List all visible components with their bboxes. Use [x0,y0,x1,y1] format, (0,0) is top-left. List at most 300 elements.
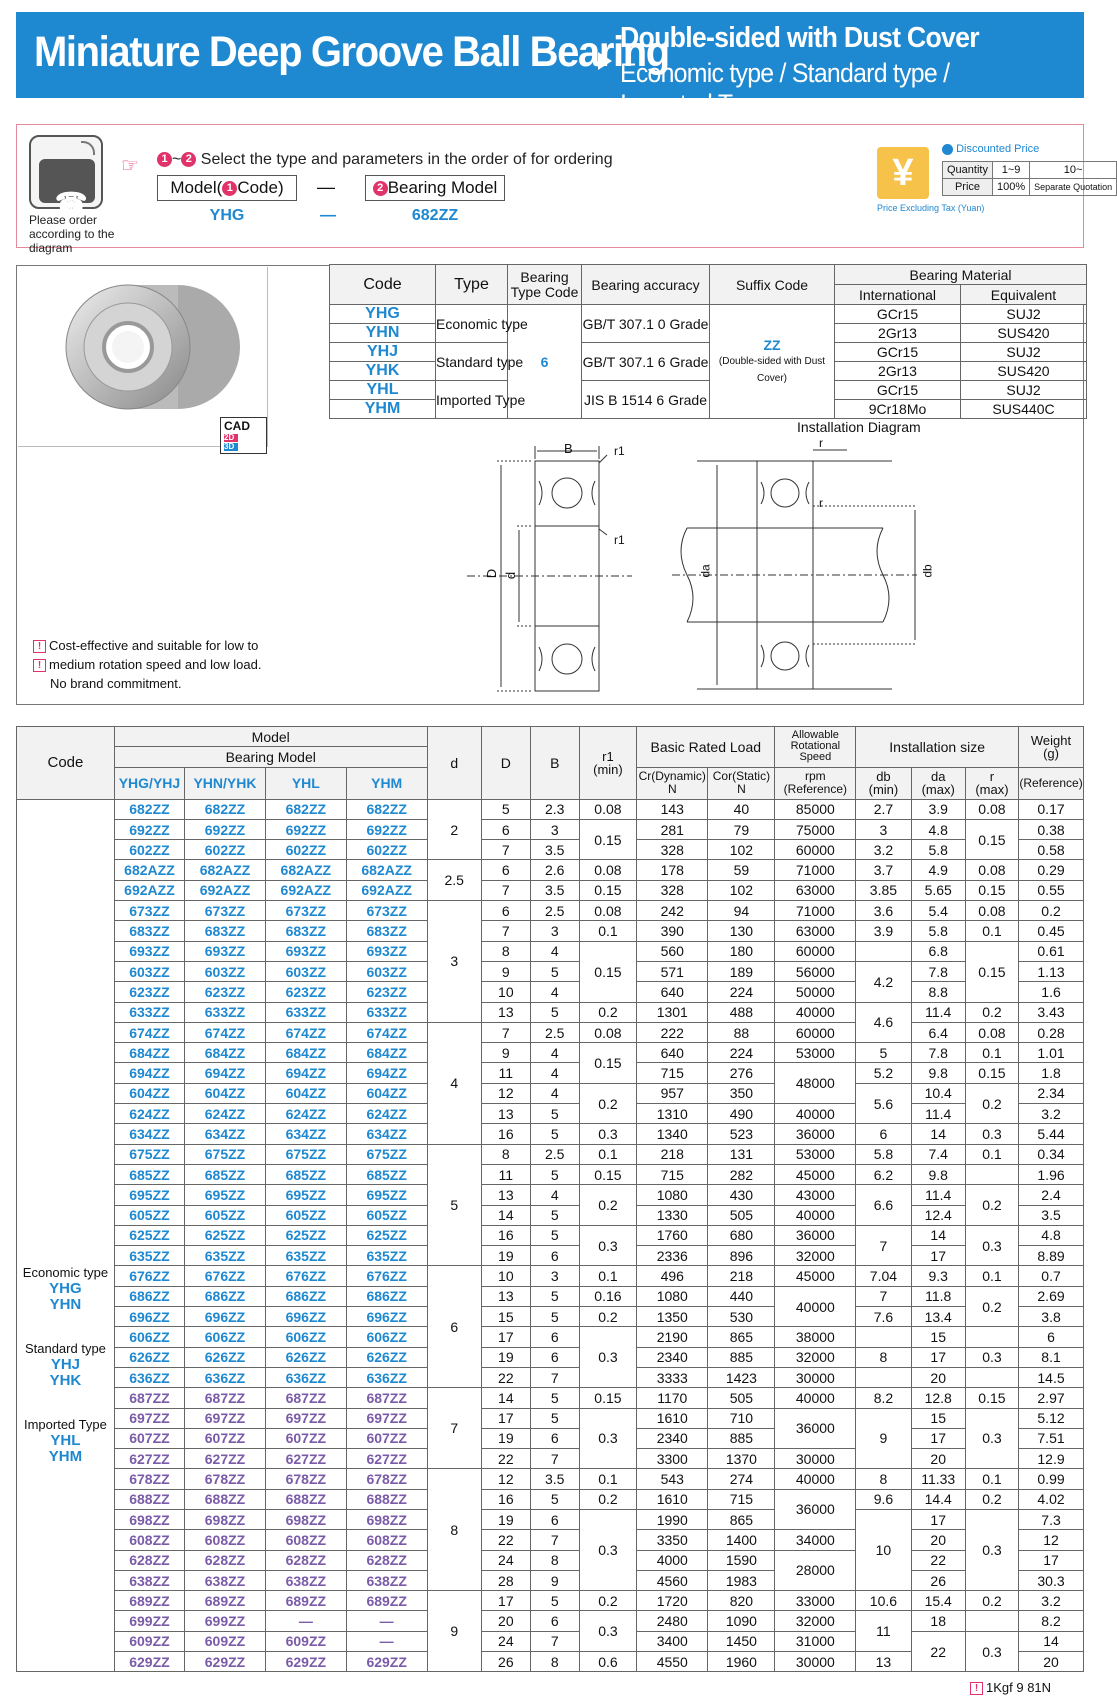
da-cell: 18 [911,1611,965,1631]
model-cell: 694ZZ [114,1063,184,1083]
da-cell: 11.4 [911,1104,965,1124]
model-cell: 682AZZ [346,860,427,880]
width-cell: 4 [530,941,579,961]
da-cell: 17 [911,1428,965,1448]
model-cell: 627ZZ [265,1449,346,1469]
tax-note: Price Excluding Tax (Yuan) [877,203,985,213]
weight-cell: 14.5 [1019,1367,1084,1387]
table-row [17,1124,1084,1144]
table-row [17,1185,1084,1205]
r1-cell: 0.08 [579,799,636,819]
cr-cell: 2336 [637,1246,708,1266]
spec-panel [16,265,1084,705]
speed-cell: 36000 [775,1225,856,1245]
speed-cell: 40000 [775,1388,856,1408]
width-cell: 6 [530,1347,579,1367]
d-cell: 3 [427,901,481,1023]
model-cell: 607ZZ [114,1428,184,1448]
model-cell: 605ZZ [114,1205,184,1225]
label-da: da [698,564,713,578]
speed-cell: 31000 [775,1631,856,1651]
cr-cell: 4550 [637,1652,708,1672]
cor-cell: 224 [708,1043,775,1063]
model-cell: 684ZZ [346,1043,427,1063]
spec-equiv: SUJ2 [961,381,1087,400]
table-row [17,1550,1084,1570]
r-cell: 0.08 [965,1022,1018,1042]
model-cell: 692ZZ [265,819,346,839]
db-cell: 10.6 [856,1591,911,1611]
outer-diameter-cell: 16 [481,1124,530,1144]
da-cell: 11.4 [911,1002,965,1022]
model-cell: 625ZZ [114,1225,184,1245]
cr-cell: 242 [637,901,708,921]
spec-equiv: SUS420 [961,362,1087,381]
model-cell: 608ZZ [114,1530,184,1550]
outer-diameter-cell: 15 [481,1307,530,1327]
speed-cell: 28000 [775,1550,856,1591]
width-cell: 8 [530,1652,579,1672]
col-installation: Installation size [856,727,1019,768]
model-cell: 699ZZ [114,1611,184,1631]
model-cell: 604ZZ [114,1083,184,1103]
outer-diameter-cell: 11 [481,1164,530,1184]
model-cell: 607ZZ [185,1428,266,1448]
installation-title: Installation Diagram [797,419,921,435]
cr-cell: 1350 [637,1307,708,1327]
model-cell: 633ZZ [185,1002,266,1022]
page-title: Miniature Deep Groove Ball Bearing [34,28,669,76]
cor-cell: 40 [708,799,775,819]
da-cell: 10.4 [911,1083,965,1103]
table-row [17,1347,1084,1367]
model-cell: 603ZZ [265,961,346,981]
r1-cell: 0.1 [579,1266,636,1286]
label-B: B [564,441,573,456]
r-cell: 0.15 [965,941,1018,1002]
weight-cell: 2.69 [1019,1286,1084,1306]
da-cell: 4.8 [911,819,965,839]
r1-cell: 0.1 [579,1144,636,1164]
label-r1-top: r1 [614,444,625,458]
model-cell: 638ZZ [265,1570,346,1590]
model-cell: 692AZZ [114,880,184,900]
model-cell: 685ZZ [114,1164,184,1184]
col-type: Type [436,265,508,305]
table-row [17,941,1084,961]
weight-cell: 8.2 [1019,1611,1084,1631]
model-cell: 638ZZ [185,1570,266,1590]
model-cell: 693ZZ [114,941,184,961]
model-cell: 685ZZ [346,1164,427,1184]
speed-cell: 85000 [775,799,856,819]
r-cell [965,1367,1018,1387]
r-cell: 0.3 [965,1225,1018,1266]
model-cell: 696ZZ [185,1307,266,1327]
r1-cell: 0.3 [579,1327,636,1388]
cor-cell: 488 [708,1002,775,1022]
arrow-right-icon [598,52,612,70]
speed-cell: 40000 [775,1469,856,1489]
weight-cell: 1.8 [1019,1063,1084,1083]
db-cell: 7 [856,1286,911,1306]
outer-diameter-cell: 19 [481,1428,530,1448]
width-cell: 5 [530,1286,579,1306]
page-subtitle-types: Economic type / Standard type / Imported Type [620,58,950,119]
cor-cell: 102 [708,840,775,860]
model-cell: 608ZZ [185,1530,266,1550]
model-cell: 697ZZ [114,1408,184,1428]
r-cell: 0.2 [965,1591,1018,1611]
cr-cell: 1170 [637,1388,708,1408]
model-cell: 636ZZ [114,1367,184,1387]
width-cell: 4 [530,982,579,1002]
d-cell: 4 [427,1022,481,1144]
model-cell: 698ZZ [114,1509,184,1529]
model-cell: 689ZZ [185,1591,266,1611]
table-row [17,1631,1084,1651]
da-cell: 7.4 [911,1144,965,1164]
weight-cell: 8.89 [1019,1246,1084,1266]
bearing-photo [18,267,268,451]
table-row [17,1367,1084,1387]
width-cell: 2.5 [530,1144,579,1164]
speed-cell: 40000 [775,1104,856,1124]
weight-cell: 12.9 [1019,1449,1084,1469]
model-cell: 603ZZ [185,961,266,981]
cr-cell: 1610 [637,1489,708,1509]
cr-cell: 640 [637,982,708,1002]
weight-cell: 6 [1019,1327,1084,1347]
outer-diameter-cell: 24 [481,1550,530,1570]
da-cell: 11.33 [911,1469,965,1489]
da-cell: 6.4 [911,1022,965,1042]
weight-cell: 0.58 [1019,840,1084,860]
col-code: Code [17,727,115,800]
model-cell: 606ZZ [114,1327,184,1347]
r1-cell: 0.08 [579,1022,636,1042]
cor-cell: 1090 [708,1611,775,1631]
r1-cell: 0.3 [579,1509,636,1590]
model-cell: 696ZZ [114,1307,184,1327]
model-cell: 684ZZ [265,1043,346,1063]
cr-cell: 1610 [637,1408,708,1428]
weight-cell: 3.43 [1019,1002,1084,1022]
cor-cell: 820 [708,1591,775,1611]
outer-diameter-cell: 12 [481,1469,530,1489]
da-cell: 22 [911,1631,965,1672]
model-cell: 604ZZ [346,1083,427,1103]
width-cell: 5 [530,1408,579,1428]
col-yhl: YHL [265,767,346,799]
r-cell: 0.15 [965,1388,1018,1408]
model-cell: 607ZZ [346,1428,427,1448]
model-cell: 626ZZ [185,1347,266,1367]
table-row [17,860,1084,880]
cor-cell: 88 [708,1022,775,1042]
da-cell: 5.8 [911,840,965,860]
weight-cell: 3.8 [1019,1307,1084,1327]
db-cell: 11 [856,1611,911,1652]
width-cell: 6 [530,1611,579,1631]
width-cell: 2.5 [530,901,579,921]
model-cell: 676ZZ [346,1266,427,1286]
model-cell: 687ZZ [185,1388,266,1408]
r1-cell: 0.3 [579,1408,636,1469]
model-cell: — [346,1631,427,1651]
model-cell: 685ZZ [265,1164,346,1184]
cr-cell: 1080 [637,1286,708,1306]
model-cell: 695ZZ [346,1185,427,1205]
cad-badge[interactable]: CAD 2D 3D [220,417,267,454]
r-cell [965,1611,1018,1631]
cor-cell: 189 [708,961,775,981]
da-cell: 15 [911,1408,965,1428]
outer-diameter-cell: 5 [481,799,530,819]
col-B: B [530,727,579,800]
width-cell: 3.5 [530,840,579,860]
d-cell: 9 [427,1591,481,1672]
cr-cell: 2190 [637,1327,708,1347]
r1-cell: 0.08 [579,860,636,880]
width-cell: 5 [530,1307,579,1327]
model-cell: 683ZZ [265,921,346,941]
cor-cell: 79 [708,819,775,839]
pointing-hand-icon: ☞ [121,155,139,177]
model-cell: 682ZZ [114,799,184,819]
r-cell: 0.15 [965,880,1018,900]
model-cell: 687ZZ [346,1388,427,1408]
da-cell: 4.9 [911,860,965,880]
spec-suffix: ZZ (Double-sided with Dust Cover) [710,305,835,419]
spec-equiv: SUJ2 [961,305,1087,324]
r-cell: 0.1 [965,1266,1018,1286]
model-cell: 673ZZ [265,901,346,921]
phone-24h-icon: ☎ [29,135,103,209]
db-cell: 8 [856,1347,911,1367]
width-cell: 4 [530,1185,579,1205]
col-D: D [481,727,530,800]
outer-diameter-cell: 7 [481,880,530,900]
weight-cell: 0.99 [1019,1469,1084,1489]
col-suffix: Suffix Code [710,265,835,305]
model-cell: 627ZZ [114,1449,184,1469]
cr-cell: 390 [637,921,708,941]
model-cell: 633ZZ [265,1002,346,1022]
weight-cell: 1.13 [1019,961,1084,981]
model-cell: 626ZZ [114,1347,184,1367]
cor-cell: 865 [708,1327,775,1347]
spec-type-code: 6 [508,305,582,419]
ordering-panel [16,124,1113,255]
da-cell: 17 [911,1509,965,1529]
da-cell: 9.8 [911,1063,965,1083]
table-row [17,1428,1084,1448]
db-cell: 5.6 [856,1083,911,1124]
model-cell: 634ZZ [185,1124,266,1144]
cor-cell: 130 [708,921,775,941]
model-cell: 693ZZ [185,941,266,961]
db-cell: 13 [856,1652,911,1672]
outer-diameter-cell: 22 [481,1449,530,1469]
r1-cell: 0.15 [579,880,636,900]
outer-diameter-cell: 16 [481,1489,530,1509]
width-cell: 5 [530,1124,579,1144]
weight-cell: 17 [1019,1550,1084,1570]
weight-cell: 0.61 [1019,941,1084,961]
model-cell: 625ZZ [265,1225,346,1245]
spec-type: Standard type [436,343,508,381]
model-cell: 605ZZ [265,1205,346,1225]
weight-cell: 0.55 [1019,880,1084,900]
model-cell: 673ZZ [346,901,427,921]
da-cell: 7.8 [911,1043,965,1063]
model-cell: 624ZZ [265,1104,346,1124]
speed-cell: 75000 [775,819,856,839]
table-row [17,1286,1084,1306]
speed-cell: 56000 [775,961,856,981]
order-note: Please order according to the diagram [29,213,115,255]
r-cell: 0.15 [965,1063,1018,1083]
speed-cell: 50000 [775,982,856,1002]
cor-cell: 59 [708,860,775,880]
cr-cell: 571 [637,961,708,981]
weight-cell: 7.51 [1019,1428,1084,1448]
model-cell: 674ZZ [265,1022,346,1042]
r1-cell: 0.2 [579,1591,636,1611]
model-cell: 605ZZ [346,1205,427,1225]
page-subtitle: Double-sided with Dust Cover [620,22,979,54]
da-cell: 11.8 [911,1286,965,1306]
outer-diameter-cell: 9 [481,1043,530,1063]
db-cell: 4.2 [856,961,911,1002]
model-cell: 674ZZ [114,1022,184,1042]
model-cell: 629ZZ [114,1652,184,1672]
speed-cell: 71000 [775,860,856,880]
model-cell: 682ZZ [265,799,346,819]
model-cell: 635ZZ [185,1246,266,1266]
speed-cell: 40000 [775,1002,856,1022]
model-cell: 693ZZ [265,941,346,961]
model-cell: 682AZZ [185,860,266,880]
db-cell [856,1327,911,1347]
discounted-price-label: Discounted Price [942,143,1039,155]
weight-cell: 0.38 [1019,819,1084,839]
speed-cell: 30000 [775,1449,856,1469]
cr-cell: 957 [637,1083,708,1103]
model-cell: 686ZZ [114,1286,184,1306]
model-cell: 686ZZ [265,1286,346,1306]
model-cell: 686ZZ [346,1286,427,1306]
width-cell: 5 [530,1205,579,1225]
cr-cell: 543 [637,1469,708,1489]
model-cell: 603ZZ [114,961,184,981]
cr-cell: 1760 [637,1225,708,1245]
outer-diameter-cell: 19 [481,1509,530,1529]
model-cell: 678ZZ [185,1469,266,1489]
cr-cell: 4560 [637,1570,708,1590]
model-cell: 687ZZ [265,1388,346,1408]
outer-diameter-cell: 6 [481,901,530,921]
cor-cell: 505 [708,1205,775,1225]
label-D: D [484,568,500,579]
col-cor: Cor(Static) N [708,767,775,799]
outer-diameter-cell: 6 [481,860,530,880]
outer-diameter-cell: 8 [481,941,530,961]
weight-cell: 14 [1019,1631,1084,1651]
model-cell: 692ZZ [185,819,266,839]
da-cell: 26 [911,1570,965,1590]
cor-cell: 885 [708,1347,775,1367]
model-cell: 605ZZ [185,1205,266,1225]
width-cell: 7 [530,1631,579,1651]
model-cell: 606ZZ [185,1327,266,1347]
db-cell: 6 [856,1124,911,1144]
da-cell: 15.4 [911,1591,965,1611]
spec-intl: GCr15 [835,343,961,362]
speed-cell: 30000 [775,1367,856,1387]
table-row [17,819,1084,839]
weight-cell: 1.96 [1019,1164,1084,1184]
spec-type: Economic type [436,305,508,343]
db-cell: 5 [856,1043,911,1063]
model-cell: 693ZZ [346,941,427,961]
r-cell: 0.15 [965,819,1018,860]
db-cell: 2.7 [856,799,911,819]
outer-diameter-cell: 19 [481,1246,530,1266]
table-row [17,1043,1084,1063]
price-table: Quantity 1~9 10~ Price 100% Separate Quotation [942,161,1117,196]
speed-cell: 60000 [775,840,856,860]
cor-cell: 276 [708,1063,775,1083]
model-cell: 676ZZ [114,1266,184,1286]
model-cell: 676ZZ [185,1266,266,1286]
da-cell: 11.4 [911,1185,965,1205]
model-cell: 626ZZ [265,1347,346,1367]
model-code-box: Model( 1 Code) [157,175,297,201]
r-cell: 0.2 [965,1083,1018,1124]
width-cell: 9 [530,1570,579,1590]
cor-cell: 131 [708,1144,775,1164]
width-cell: 3 [530,921,579,941]
weight-cell: 2.4 [1019,1185,1084,1205]
cr-cell: 640 [637,1043,708,1063]
r-cell: 0.08 [965,860,1018,880]
width-cell: 5 [530,1002,579,1022]
weight-cell: 8.1 [1019,1347,1084,1367]
width-cell: 6 [530,1246,579,1266]
da-cell: 14.4 [911,1489,965,1509]
speed-cell: 36000 [775,1489,856,1530]
da-cell: 6.8 [911,941,965,961]
model-cell: 682AZZ [265,860,346,880]
r-cell [965,1164,1018,1184]
table-row [17,921,1084,941]
cr-cell: 3350 [637,1530,708,1550]
outer-diameter-cell: 7 [481,921,530,941]
d-cell: 2 [427,799,481,860]
speed-cell: 63000 [775,921,856,941]
outer-diameter-cell: 17 [481,1408,530,1428]
model-cell: 692ZZ [114,819,184,839]
cr-cell: 2480 [637,1611,708,1631]
cor-cell: 218 [708,1266,775,1286]
db-cell: 3 [856,819,911,839]
width-cell: 5 [530,1591,579,1611]
model-cell: 682ZZ [346,799,427,819]
cr-cell: 178 [637,860,708,880]
model-cell: 697ZZ [346,1408,427,1428]
